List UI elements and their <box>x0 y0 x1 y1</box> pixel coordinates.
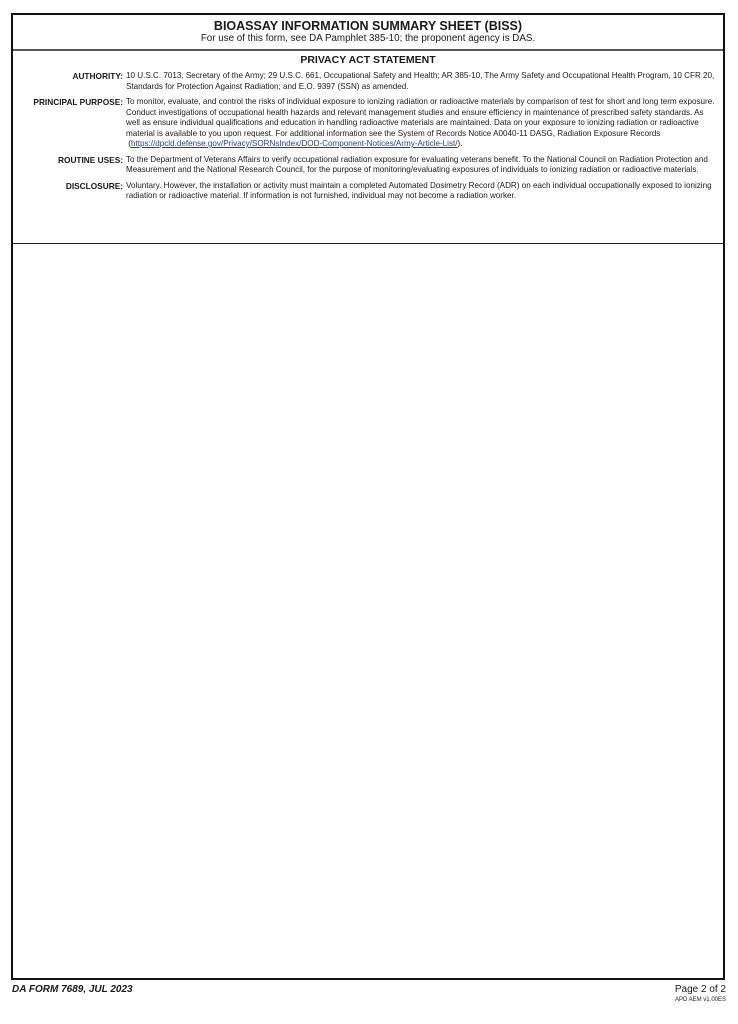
disclosure-text: Voluntary. However, the installation or activity must maintain a completed Automated Dosimetry Record (ADR) on each individual occupationally exposed to ionizing radiation or radioactive material. If information is not furnished, individual may not become a radiation worker. <box>126 180 712 200</box>
authority-text: 10 U.S.C. 7013, Secretary of the Army; 29 U.S.C. 661, Occupational Safety and Health; AR 385-10, The Army Safety and Occupational Health Program, 10 CFR 20, Standards for Protection Against Radiation; and E.O. 9397 (SSN) as amended. <box>126 71 715 91</box>
principal-purpose-text-block <box>126 97 723 150</box>
routine-uses-text: To the Department of Veterans Affairs to verify occupational radiation exposure for evaluating veterans benefit. To the National Council on Radiation Protection and Measurement and the National Research Council, for the purpose of monitoring/evaluating exposures of individuals to ionizing radiation or radioactive materials. <box>126 154 708 174</box>
sorn-link[interactable]: https://dpcld.defense.gov/Privacy/SORNsIndex/DOD-Component-Notices/Army-Article-List/ <box>130 139 458 148</box>
version-code: APD AEM v1.00ES <box>674 997 726 1003</box>
privacy-act-title: PRIVACY ACT STATEMENT <box>300 54 436 66</box>
routine-uses-label: ROUTINE USES: <box>58 154 123 165</box>
privacy-act-section <box>13 51 723 244</box>
disclosure-label: DISCLOSURE: <box>65 180 123 191</box>
page-number: Page 2 of 2 <box>674 984 726 995</box>
principal-purpose-text: To monitor, evaluate, and control the risks of individual exposure to ionizing radiation or radioactive materials by comparison of test for short and long term exposure. Conduct investigations of occupational health hazards and relevant management studies and ensure efficiency in maintenance of prescribed safety standards. As well as ensure individual qualifications and education in handling radioactive materials are maintained. Data on your exposure to ionizing radiation or radioactive material is available to you upon request. For additional information see the System of Records Notice A0040-11 DASG, Radiation Exposure Records <box>126 97 715 138</box>
blank-form-area[interactable] <box>13 244 723 979</box>
form-frame <box>11 13 725 980</box>
form-id: DA FORM 7689, JUL 2023 <box>12 984 133 995</box>
principal-purpose-row <box>13 97 723 150</box>
authority-label: AUTHORITY: <box>72 71 123 81</box>
link-close-paren: ). <box>457 139 463 148</box>
routine-uses-row <box>13 155 723 176</box>
principal-purpose-label: PRINCIPAL PURPOSE: <box>33 97 123 107</box>
form-subtitle: For use of this form, see DA Pamphlet 385-10; the proponent agency is DAS. <box>200 33 536 44</box>
form-title: BIOASSAY INFORMATION SUMMARY SHEET (BISS) <box>213 19 523 33</box>
form-header <box>13 15 723 51</box>
disclosure-row <box>13 181 723 202</box>
authority-row <box>13 71 723 92</box>
link-open-paren: ( <box>128 139 131 148</box>
